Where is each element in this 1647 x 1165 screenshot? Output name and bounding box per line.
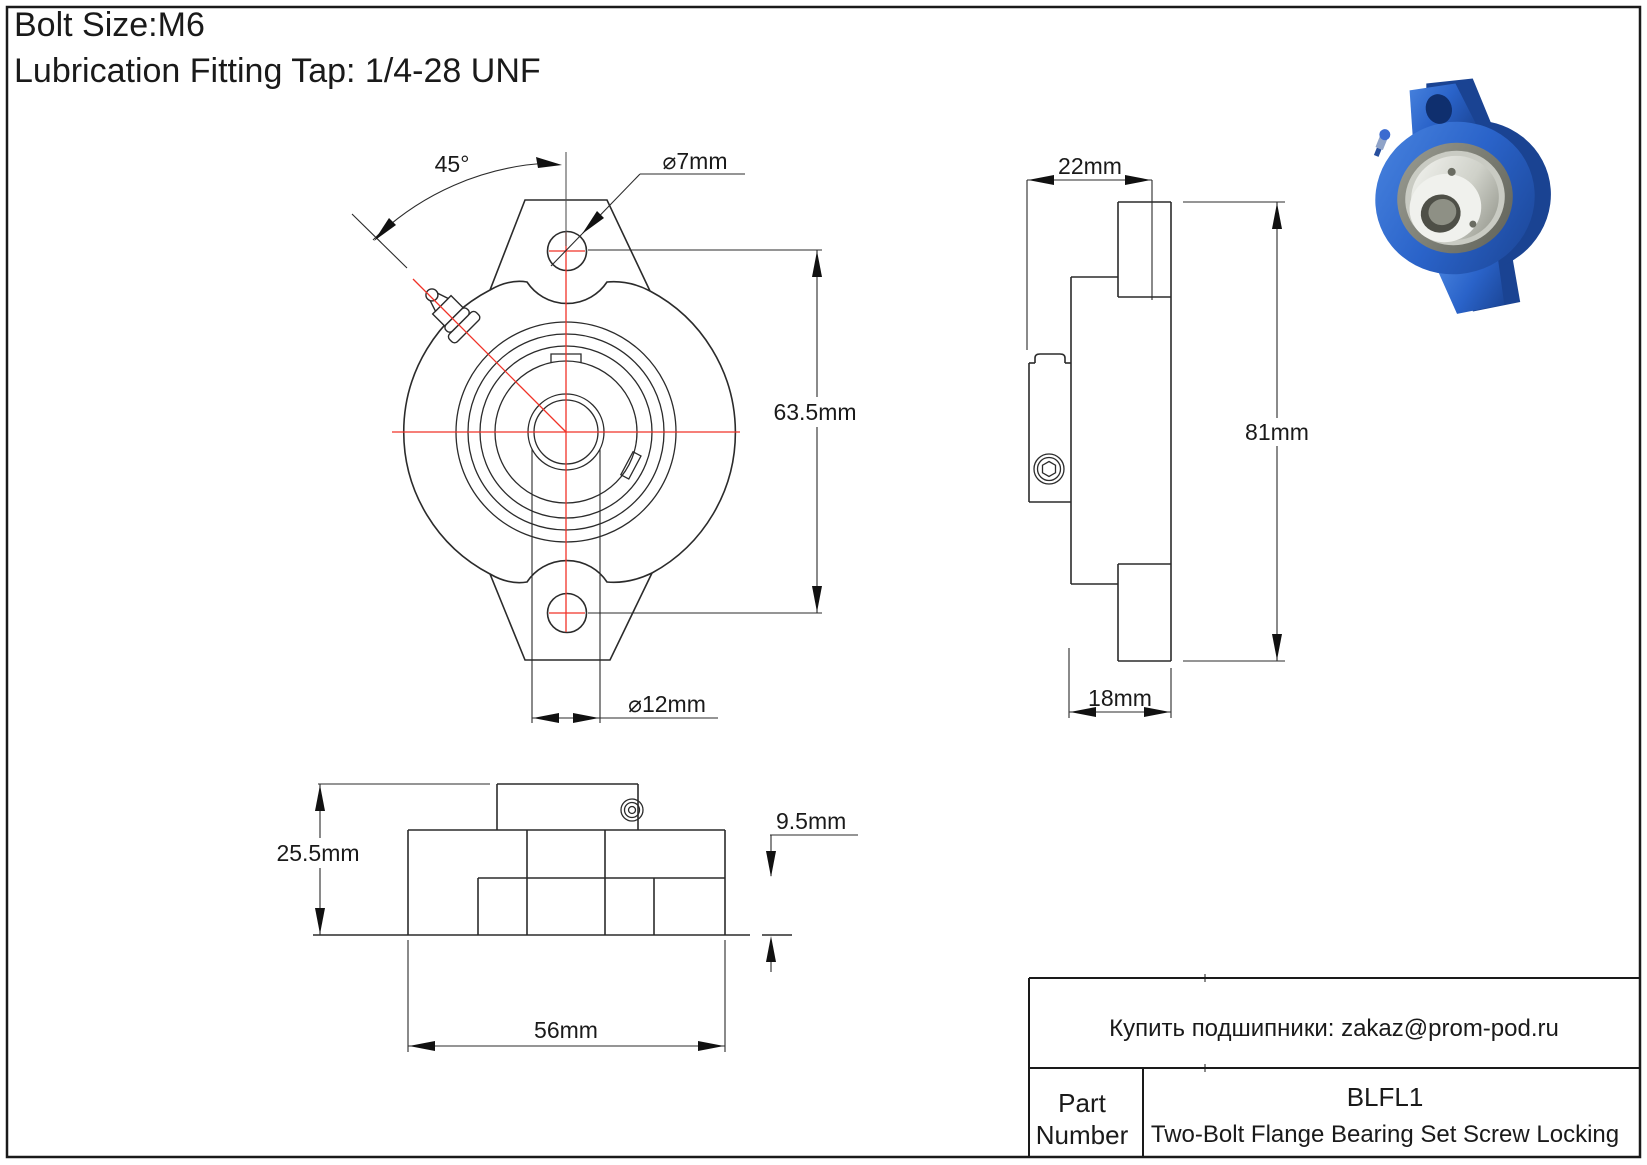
front-view-dimensions xyxy=(352,152,822,723)
dim-side-width-label: 22mm xyxy=(1058,153,1122,179)
dim-side-base-label: 18mm xyxy=(1088,685,1152,711)
title-block-part-number: BLFL1 xyxy=(1346,1082,1424,1112)
title-block-description: Two-Bolt Flange Bearing Set Screw Locking xyxy=(1150,1121,1620,1148)
product-3d-render xyxy=(1346,58,1580,333)
title-block-note: Купить подшипники: zakaz@prom-pod.ru xyxy=(1109,1015,1559,1042)
header-bolt-size: Bolt Size:M6 xyxy=(14,6,205,44)
front-view-arrows xyxy=(374,157,822,723)
title-block-field-part: Part xyxy=(1058,1088,1106,1118)
title-block-field-number: Number xyxy=(1035,1120,1129,1150)
header-lubrication: Lubrication Fitting Tap: 1/4-28 UNF xyxy=(14,52,541,90)
dim-bore-label: ⌀12mm xyxy=(628,691,706,717)
dim-side-height-label: 81mm xyxy=(1245,419,1309,445)
centerlines xyxy=(392,232,740,632)
bottom-view-arrows xyxy=(315,785,776,1051)
bottom-view xyxy=(313,784,792,935)
front-view xyxy=(404,200,736,660)
dim-bolt-spacing-label: 63.5mm xyxy=(773,399,857,425)
side-view-dimensions xyxy=(1027,180,1285,718)
dim-bottom-length-label: 56mm xyxy=(534,1017,598,1043)
side-view xyxy=(1029,202,1171,661)
dim-bottom-height-label: 25.5mm xyxy=(276,840,360,866)
dim-angle-label: 45° xyxy=(434,151,470,177)
grease-fitting xyxy=(414,277,481,344)
side-view-arrows xyxy=(1028,175,1282,717)
dim-bolt-hole-label: ⌀7mm xyxy=(662,148,728,174)
dim-bottom-step-label: 9.5mm xyxy=(776,808,847,834)
